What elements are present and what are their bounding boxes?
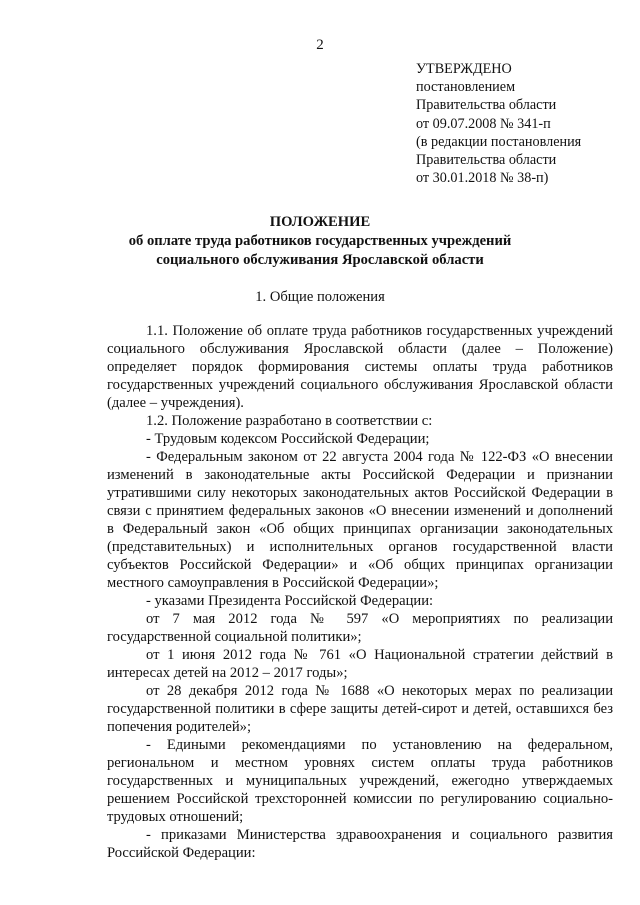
title-line: социального обслуживания Ярославской области bbox=[156, 252, 484, 268]
approval-line: Правительства области bbox=[416, 151, 557, 168]
paragraph: от 1 июня 2012 года № 761 «О Национальной стратегии действий в интересах детей на 2012 – 2017 годы»; bbox=[107, 647, 613, 681]
title-heading: ПОЛОЖЕНИЕ bbox=[269, 214, 371, 230]
approval-line: постановлением bbox=[416, 79, 516, 96]
paragraph: - Трудовым кодексом Российской Федерации; bbox=[146, 431, 430, 447]
section-heading: 1. Общие положения bbox=[255, 289, 385, 305]
paragraph: - указами Президента Российской Федерации: bbox=[146, 593, 434, 609]
paragraph: от 28 декабря 2012 года № 1688 «О некоторых мерах по реализации государственной политики в сфере защиты детей-сирот и детей, оставшихся без попечения родителей»; bbox=[107, 683, 613, 735]
approval-line: УТВЕРЖДЕНО bbox=[416, 61, 512, 77]
paragraph: 1.2. Положение разработано в соответствии с: bbox=[146, 413, 433, 429]
approval-stamp-block bbox=[416, 60, 581, 187]
document-body bbox=[107, 322, 613, 862]
approval-line: (в редакции постановления bbox=[416, 133, 582, 150]
paragraph: от 7 мая 2012 года № 597 «О мероприятиях по реализации государственной социальной политики»; bbox=[107, 611, 613, 645]
approval-line: Правительства области bbox=[416, 97, 557, 114]
paragraph: - Федеральным законом от 22 августа 2004 года № 122-ФЗ «О внесении изменений в законодательные акты Российской Федерации и признании утратившими силу некоторых законодательных актов Российской Федерации в связи с принятием федеральных законов «О внесении изменений и дополнений в Федеральный закон «Об общих принципах организации законодательных (представительных) и исполнительных органов государственной власти субъектов Российской Федерации» и «Об общих принципах организации местного самоуправления в Российской Федерации»; bbox=[107, 449, 613, 591]
paragraph: - Едиными рекомендациями по установлению на федеральном, региональном и местном уровнях систем оплаты труда работников государственных и муниципальных учреждений, ежегодно утверждаемых решением Российской трехсторонней комиссии по регулированию социально-трудовых отношений; bbox=[107, 737, 613, 825]
approval-line: от 09.07.2008 № 341-п bbox=[416, 115, 551, 132]
title-line: об оплате труда работников государственных учреждений bbox=[128, 233, 512, 249]
paragraph: 1.1. Положение об оплате труда работников государственных учреждений социального обслуживания Ярославской области (далее – Положение) определяет порядок формирования системы оплаты труда работников государственных учреждений социального обслуживания Ярославской области (далее – учреждения). bbox=[107, 323, 613, 411]
approval-line: от 30.01.2018 № 38-п) bbox=[416, 170, 549, 187]
page-number: 2 bbox=[316, 37, 324, 53]
document-title bbox=[0, 213, 640, 270]
paragraph: - приказами Министерства здравоохранения и социального развития Российской Федерации: bbox=[107, 827, 613, 861]
